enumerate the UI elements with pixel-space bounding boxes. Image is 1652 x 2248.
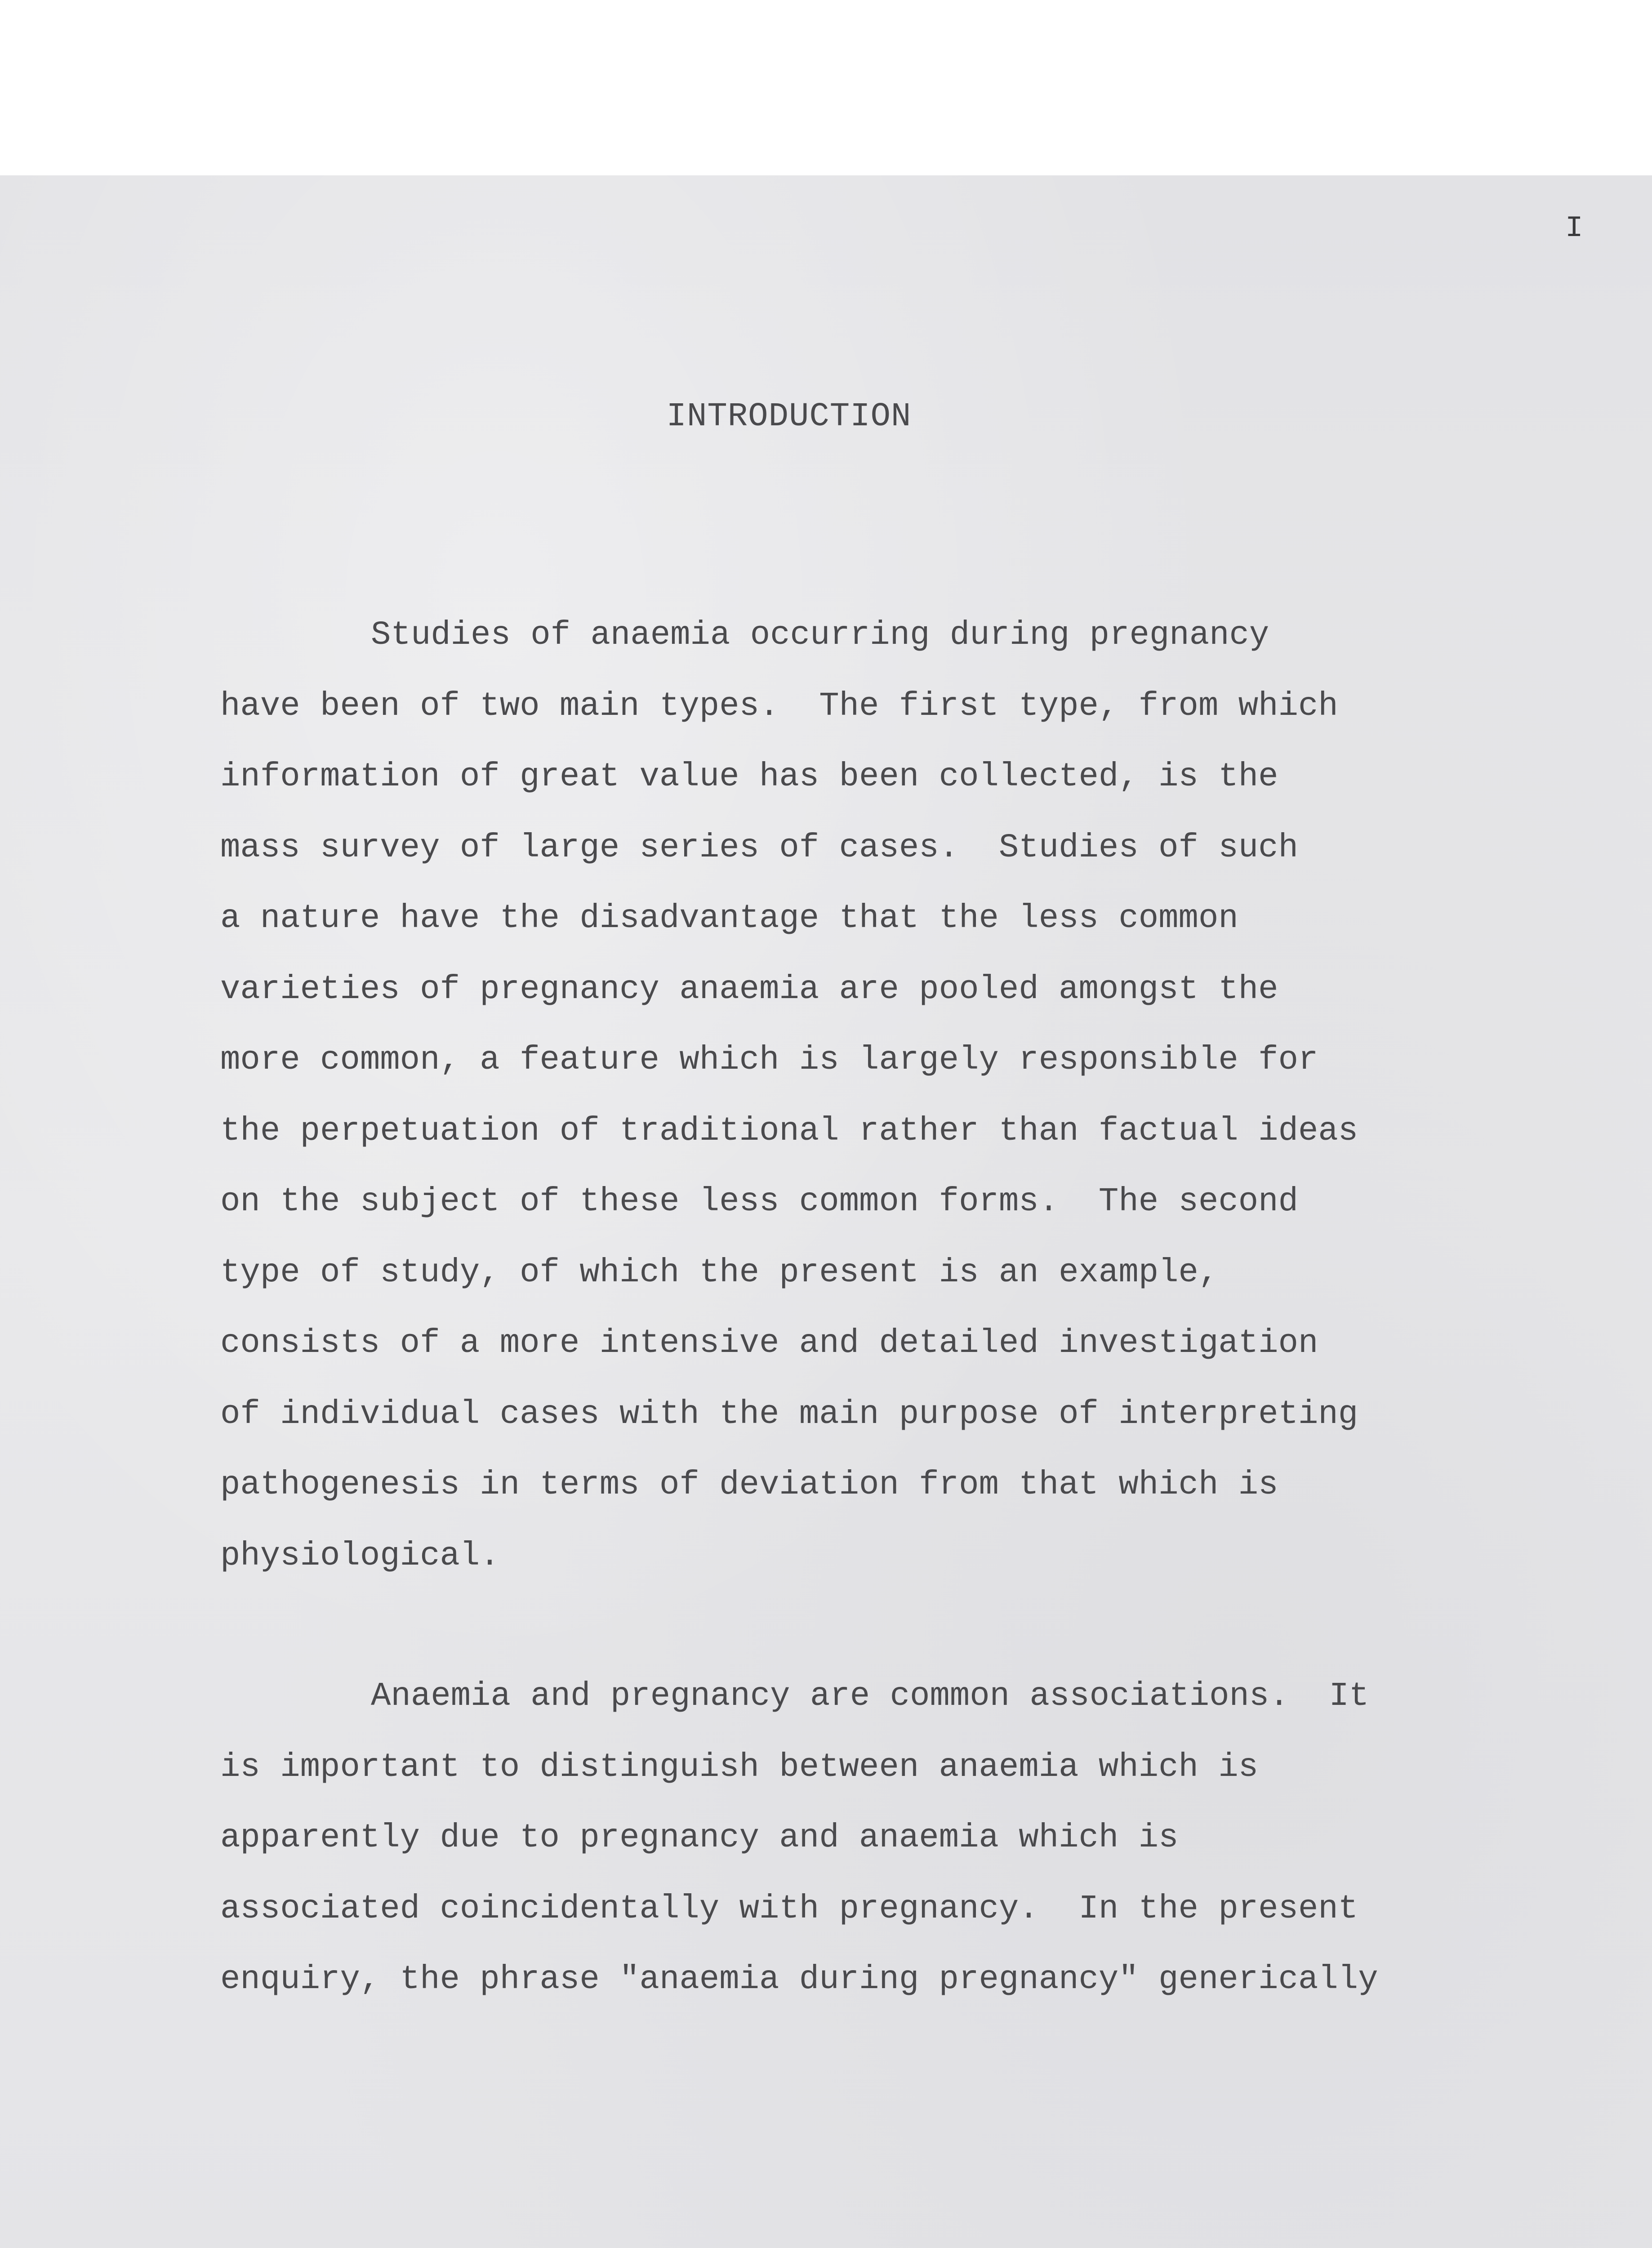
text-line: is important to distinguish between anaemia which is — [220, 1748, 1259, 1786]
text-line: Anaemia and pregnancy are common associations. It — [371, 1677, 1369, 1715]
text-line: mass survey of large series of cases. Studies of such — [220, 829, 1298, 867]
page-number: I — [1565, 211, 1583, 245]
text-line: apparently due to pregnancy and anaemia which is — [220, 1819, 1179, 1857]
text-line: enquiry, the phrase "anaemia during pregnancy" generically — [220, 1961, 1378, 1998]
text-line: associated coincidentally with pregnancy. In the present — [220, 1890, 1358, 1928]
text-line: physiological. — [220, 1537, 500, 1575]
text-line: a nature have the disadvantage that the less common — [220, 900, 1238, 937]
text-line: Studies of anaemia occurring during pregnancy — [371, 616, 1269, 654]
text-line: type of study, of which the present is an example, — [220, 1253, 1219, 1292]
text-line: of individual cases with the main purpose of interpreting — [220, 1395, 1358, 1433]
text-line: varieties of pregnancy anaemia are pooled amongst the — [220, 970, 1278, 1008]
text-line: consists of a more intensive and detailed investigation — [220, 1325, 1318, 1362]
text-line: information of great value has been collected, is the — [220, 758, 1278, 796]
text-line: the perpetuation of traditional rather than factual ideas — [220, 1112, 1358, 1150]
text-line: pathogenesis in terms of deviation from that which is — [220, 1466, 1278, 1504]
text-line: more common, a feature which is largely responsible for — [220, 1041, 1318, 1079]
text-line: have been of two main types. The first type, from which — [220, 687, 1338, 725]
paragraph-1 — [220, 600, 1461, 1592]
text-line: on the subject of these less common forms. The second — [220, 1183, 1298, 1221]
section-heading: INTRODUCTION — [666, 398, 912, 436]
paragraph-2 — [220, 1661, 1461, 2016]
